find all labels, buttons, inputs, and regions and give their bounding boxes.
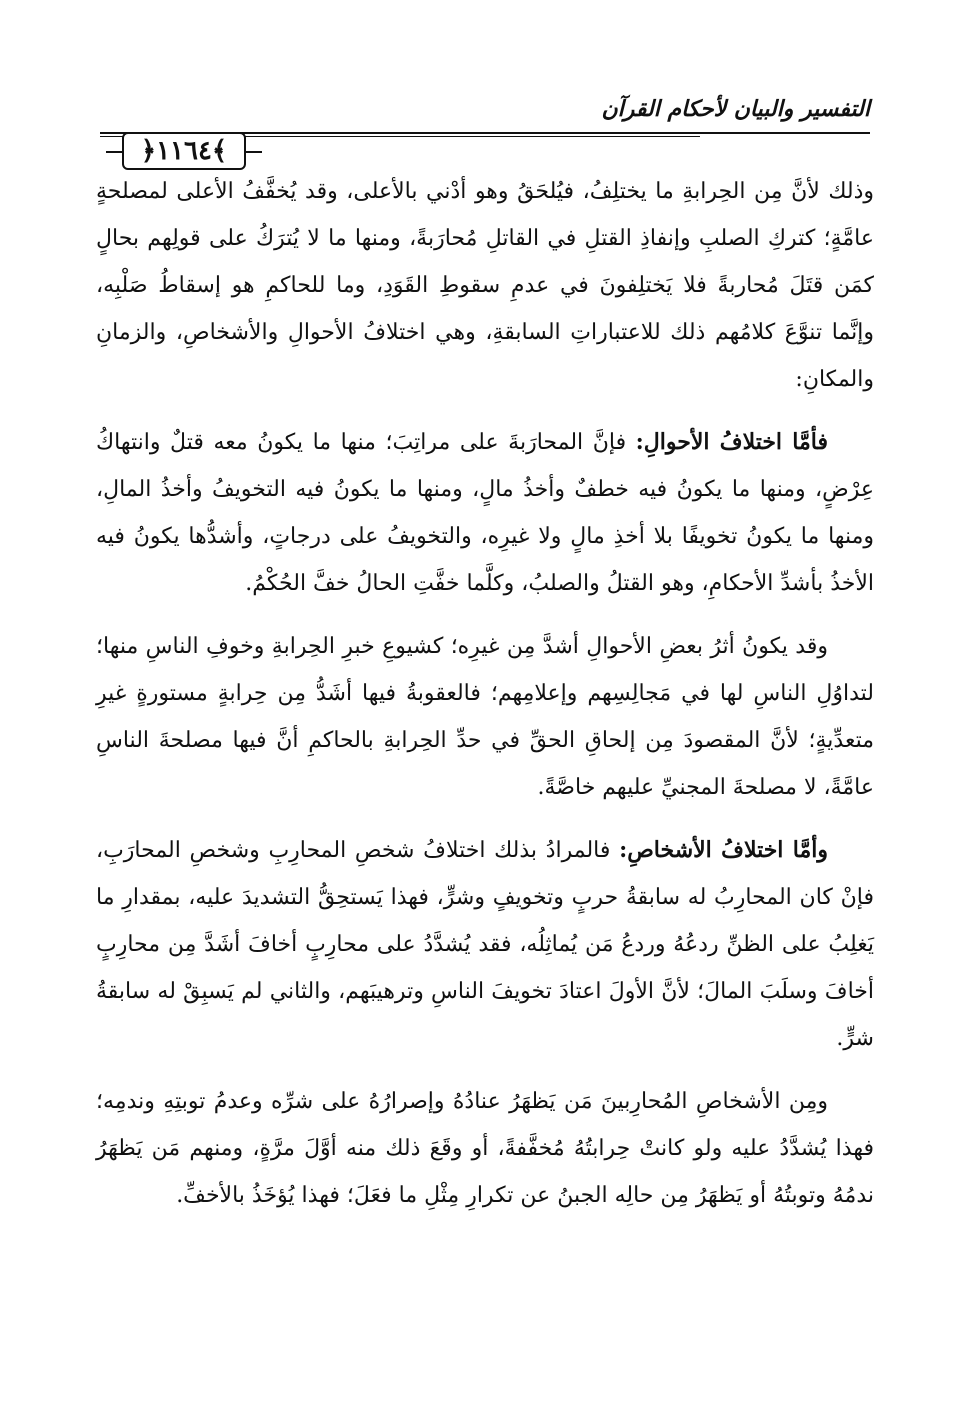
paragraph-2 [96, 419, 874, 607]
paragraph-5: ومِن الأشخاصِ المُحارِبينَ مَن يَظهَرُ عنادُهُ وإصرارُهُ على شرِّه وعدمُ توبتِهِ وندمِه؛ فهذا يُشدَّدُ عليه ولو كانتْ حِرابتُهُ مُخفَّفةً، أو وقَعَ ذلك منه أوَّلَ مرَّةٍ، ومنهم مَن يَظهَرُ ندمُهُ وتوبتُهُ أو يَظهَرُ مِن حالِه الجبنُ عن تكرارِ مِثْلِ ما فعَلَ؛ فهذا يُؤخَذُ بالأخفِّ. [96, 1089, 874, 1208]
paragraph-4 [96, 827, 874, 1062]
paragraph-1: وذلك لأنَّ مِن الحِرابةِ ما يختلِفُ، فيُلحَقُ وهو أدْني بالأعلى، وقد يُخفَّفُ الأعلى لمصلحةٍ عامَّةٍ؛ كتركِ الصلبِ وإنفاذِ القتلِ في القاتلِ مُحارَبةً، ومنها ما لا يُترَكُ على قولِهم بحالٍ كمَن قتَلَ مُحاربةً فلا يَختلِفونَ في عدمِ سقوطِ القَوَدِ، وما للحاكمِ هو إسقاطُ صَلْبِه، وإنَّما تنوَّعَ كلامُهم ذلك للاعتباراتِ السابقةِ، وهي اختلافُ الأحوالِ والأشخاصِ، والزمانِ والمكانِ: [96, 179, 874, 392]
page-body [96, 168, 874, 1235]
paragraph-2-heading: فأمَّا اختلافُ الأحوالِ: [635, 429, 828, 455]
paragraph-3: وقد يكونُ أثرُ بعضِ الأحوالِ أشدَّ مِن غيرِه؛ كشيوعِ خبرِ الحِرابةِ وخوفِ الناسِ منها؛ لتداوُلِ الناسِ لها في مَجالِسِهم وإعلامِهم؛ فالعقوبةُ فيها أشَدُّ مِن حِرابةٍ مستورةٍ غيرِ متعدِّيةٍ؛ لأنَّ المقصودَ مِن إلحاقِ الحقِّ في حدِّ الحِرابةِ بالحاكمِ أنَّ فيها مصلحةَ الناسِ عامَّةً، لا مصلحةَ المجنيِّ عليهم خاصَّةً. [96, 634, 874, 800]
page-number: ﴿١١٦٤﴾ [122, 132, 246, 170]
paragraph-4-heading: وأمَّا اختلافُ الأشخاصِ: [619, 837, 828, 863]
page-header [100, 92, 870, 168]
paragraph-4-text: فالمرادُ بذلك اختلافُ شخصِ المحارِبِ وشخصِ المحارَبِ، فإنْ كان المحارِبُ له سابقةُ حربٍ وتخويفٍ وشرٍّ، فهذا يَستحِقُّ التشديدَ عليه، بمقدارِ ما يَغلِبُ على الظنِّ ردعُهُ وردعُ مَن يُماثِلُه، فقد يُشدَّدُ على محارِبٍ أخافَ أشَدَّ مِن محارِبٍ أخافَ وسلَبَ المالَ؛ لأنَّ الأولَ اعتادَ تخويفَ الناسِ وترهيبَهم، والثاني لم يَسبِقْ له سابقةُ شرٍّ. [96, 838, 874, 1051]
running-title: التفسير والبيان لأحكام القرآن [601, 96, 870, 122]
paragraph-2-text: فإنَّ المحارَبةَ على مراتِبَ؛ منها ما يكونُ معه قتلٌ وانتهاكُ عِرْضٍ، ومنها ما يكونُ فيه خطفٌ وأخذُ مالٍ، ومنها ما يكونُ فيه التخويفُ وأخذُ المالِ، ومنها ما يكونُ تخويفًا بلا أخذِ مالٍ ولا غيرِه، والتخويفُ على درجاتٍ، وأشدُّها يكونُ فيه الأخذُ بأشدِّ الأحكامِ، وهو القتلُ والصلبُ، وكلَّما خفَّتِ الحالُ خفَّ الحُكْمُ. [96, 430, 874, 596]
